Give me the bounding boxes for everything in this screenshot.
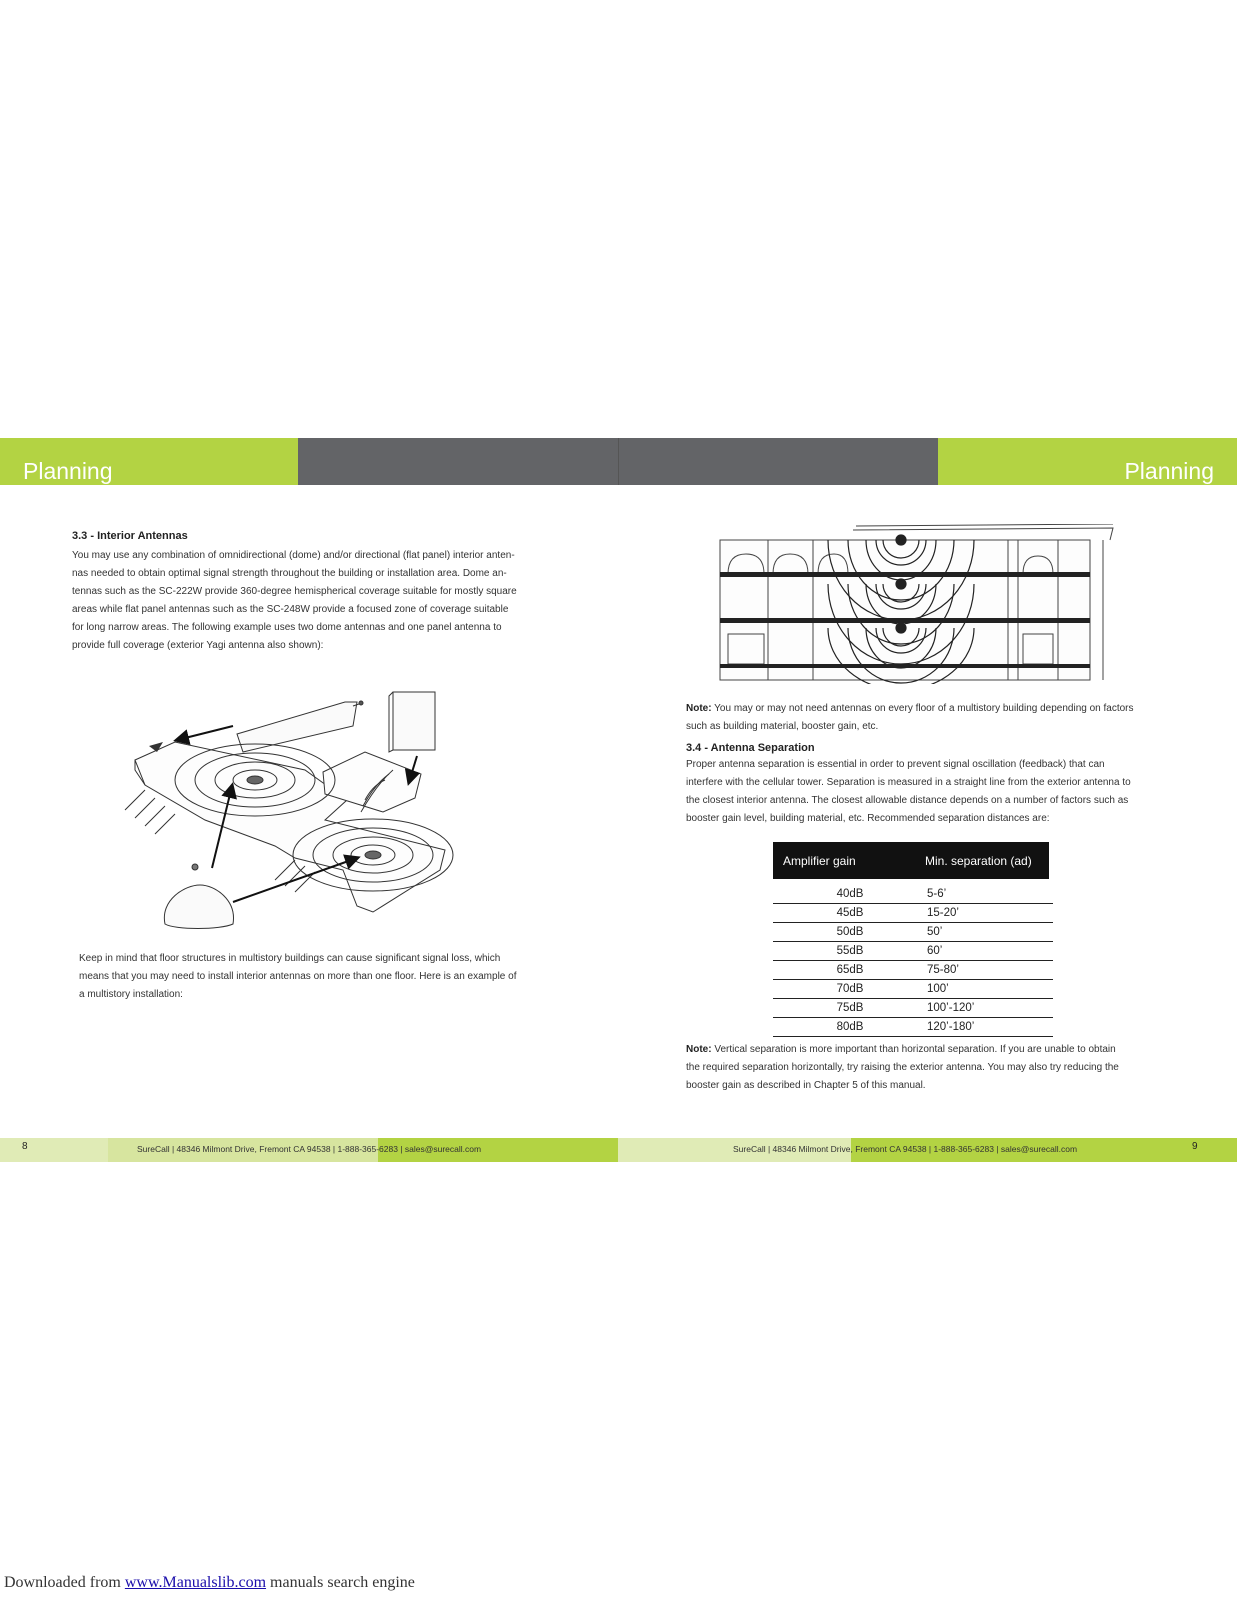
download-credit — [4, 1574, 415, 1592]
table-header-row — [773, 842, 1049, 879]
separation-line: booster gain level, building material, etc. Recommended separation distances are: — [686, 813, 1050, 824]
table-cell-separation: 5-6’ — [927, 888, 947, 900]
multistory-line: Keep in mind that floor structures in multistory buildings can cause significant signal loss, which — [79, 953, 501, 964]
footer-band-left-light — [0, 1138, 108, 1162]
note1-paragraph — [686, 700, 1186, 736]
intro-line: for long narrow areas. The following example uses two dome antennas and one panel antenna to — [72, 622, 502, 633]
header-title-right: Planning — [1124, 458, 1214, 484]
table-row — [773, 904, 1053, 923]
table-cell-gain: 45dB — [836, 907, 864, 919]
table-cell-separation: 100’ — [927, 983, 949, 995]
intro-line: nas needed to obtain optimal signal strength throughout the building or installation area. Dome an- — [72, 568, 507, 579]
section-title-interior-antennas: 3.3 - Interior Antennas — [72, 530, 188, 542]
intro-line: You may use any combination of omnidirectional (dome) and/or directional (flat panel) interior anten- — [72, 550, 515, 561]
table-row — [773, 885, 1053, 904]
table-cell-gain: 80dB — [836, 1021, 864, 1033]
separation-table — [773, 842, 1053, 1037]
table-header-separation: Min. separation (ad) — [925, 853, 1032, 868]
intro-line: areas while flat panel antennas such as the SC-248W provide a focused zone of coverage suitable — [72, 604, 509, 615]
download-suffix: manuals search engine — [266, 1574, 415, 1591]
header-title-left: Planning — [23, 458, 113, 484]
multistory-building-illustration — [718, 524, 1118, 684]
table-cell-separation: 60’ — [927, 945, 943, 957]
note1-label: Note: — [686, 703, 712, 714]
note2-paragraph — [686, 1041, 1196, 1095]
separation-line: Proper antenna separation is essential in order to prevent signal oscillation (feedback) that can — [686, 759, 1105, 770]
table-cell-gain: 65dB — [836, 964, 864, 976]
header-band-gray-left — [298, 438, 618, 485]
header-band-gray-right — [618, 438, 938, 485]
table-cell-gain: 50dB — [836, 926, 864, 938]
footer-address-left: SureCall | 48346 Milmont Drive, Fremont CA 94538 | 1-888-365-6283 | sales@surecall.com — [137, 1144, 482, 1154]
footer-address-right: SureCall | 48346 Milmont Drive, Fremont CA 94538 | 1-888-365-6283 | sales@surecall.com — [733, 1144, 1078, 1154]
table-row — [773, 923, 1053, 942]
note2-line: booster gain as described in Chapter 5 of this manual. — [686, 1080, 926, 1091]
download-prefix: Downloaded from — [4, 1574, 125, 1591]
table-header-gain: Amplifier gain — [783, 853, 856, 868]
table-cell-gain: 55dB — [836, 945, 864, 957]
table-row — [773, 999, 1053, 1018]
table-cell-gain: 40dB — [836, 888, 864, 900]
table-cell-gain: 75dB — [836, 1002, 864, 1014]
intro-line: tennas such as the SC-222W provide 360-degree hemispherical coverage suitable for mostly square — [72, 586, 517, 597]
table-cell-separation: 100’-120’ — [927, 1002, 975, 1014]
note2-text: Vertical separation is more important than horizontal separation. If you are unable to obtain — [714, 1044, 1116, 1055]
separation-line: the closest interior antenna. The closest allowable distance depends on a number of factors such as — [686, 795, 1129, 806]
note1-line — [686, 700, 1186, 718]
table-row — [773, 1018, 1053, 1037]
separation-line: interfere with the cellular tower. Separation is measured in a straight line from the exterior antenna to — [686, 777, 1131, 788]
intro-paragraph — [72, 547, 572, 655]
multistory-paragraph — [79, 950, 579, 1004]
floorplan-illustration — [115, 690, 475, 950]
table-row — [773, 980, 1053, 999]
section-title-antenna-separation: 3.4 - Antenna Separation — [686, 742, 815, 754]
table-cell-separation: 75-80’ — [927, 964, 959, 976]
note2-line: the required separation horizontally, try raising the exterior antenna. You may also try reducing the — [686, 1062, 1119, 1073]
table-cell-separation: 120’-180’ — [927, 1021, 975, 1033]
multistory-line: means that you may need to install interior antennas on more than one floor. Here is an example of — [79, 971, 517, 982]
note1-text: You may or may not need antennas on every floor of a multistory building depending on factors — [714, 703, 1134, 714]
multistory-line: a multistory installation: — [79, 989, 183, 1000]
separation-paragraph — [686, 756, 1196, 828]
table-cell-gain: 70dB — [836, 983, 864, 995]
table-cell-separation: 50’ — [927, 926, 943, 938]
page-number-right: 9 — [1192, 1141, 1198, 1152]
note2-label: Note: — [686, 1044, 712, 1055]
intro-line: provide full coverage (exterior Yagi antenna also shown): — [72, 640, 324, 651]
table-row — [773, 942, 1053, 961]
manualslib-link[interactable]: www.Manualslib.com — [124, 1574, 267, 1591]
note2-line — [686, 1041, 1196, 1059]
page-number-left: 8 — [22, 1141, 28, 1152]
note1-line: such as building material, booster gain, etc. — [686, 721, 879, 732]
table-cell-separation: 15-20’ — [927, 907, 959, 919]
table-row — [773, 961, 1053, 980]
